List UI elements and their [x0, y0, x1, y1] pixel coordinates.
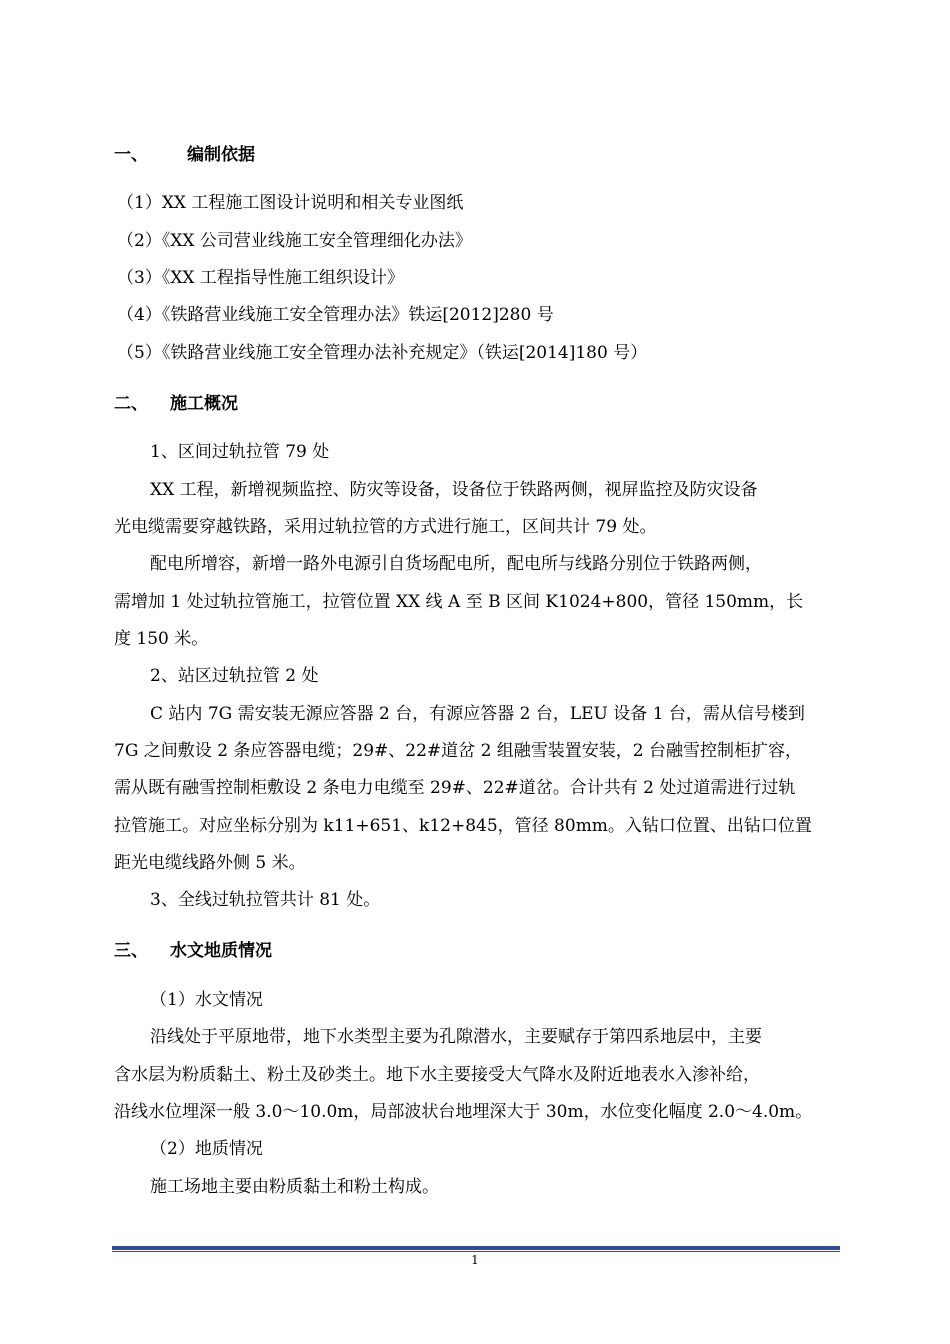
section-title: 施工概况 — [170, 394, 238, 414]
basis-item: （1）XX 工程施工图设计说明和相关专业图纸 — [117, 193, 464, 213]
paragraph-line: 施工场地主要由粉质黏土和粉土构成。 — [150, 1177, 439, 1197]
paragraph-line: 沿线处于平原地带，地下水类型主要为孔隙潜水，主要赋存于第四系地层中，主要 — [150, 1027, 762, 1047]
basis-item: （2）《XX 公司营业线施工安全管理细化办法》 — [117, 231, 472, 251]
subheading: 2、站区过轨拉管 2 处 — [150, 666, 319, 686]
page-number: 1 — [471, 1253, 479, 1267]
subheading: 3、全线过轨拉管共计 81 处。 — [150, 890, 381, 910]
basis-item: （5）《铁路营业线施工安全管理办法补充规定》（铁运[2014]180 号） — [117, 343, 648, 363]
section-title: 编制依据 — [187, 145, 255, 165]
section-heading-2 — [114, 392, 238, 416]
paragraph-line: 拉管施工。对应坐标分别为 k11+651、k12+845，管径 80mm。入钻口位置、出钻口位置 — [114, 816, 812, 836]
basis-item: （3）《XX 工程指导性施工组织设计》 — [117, 268, 404, 288]
subheading: （1）水文情况 — [150, 990, 263, 1010]
section-heading-3 — [114, 939, 272, 963]
subheading: （2）地质情况 — [150, 1139, 263, 1159]
subheading: 1、区间过轨拉管 79 处 — [150, 442, 330, 462]
paragraph-line: 需从既有融雪控制柜敷设 2 条电力电缆至 29#、22#道岔。合计共有 2 处过道需进行过轨 — [114, 778, 796, 798]
section-number: 三、 — [114, 941, 148, 961]
paragraph-line: XX 工程，新增视频监控、防灾等设备，设备位于铁路两侧，视屏监控及防灾设备 — [150, 480, 758, 500]
paragraph-line: 配电所增容，新增一路外电源引自货场配电所，配电所与线路分别位于铁路两侧， — [150, 554, 762, 574]
section-title: 水文地质情况 — [170, 941, 272, 961]
paragraph-line: 距光电缆线路外侧 5 米。 — [114, 853, 306, 873]
paragraph-line: 7G 之间敷设 2 条应答器电缆；29#、22#道岔 2 组融雪装置安装，2 台融雪控制柜扩容， — [114, 741, 803, 761]
section-number: 一、 — [114, 145, 148, 165]
paragraph-line: 含水层为粉质黏土、粉土及砂类土。地下水主要接受大气降水及附近地表水入渗补给， — [114, 1065, 760, 1085]
paragraph-line: 度 150 米。 — [114, 629, 209, 649]
paragraph-line: C 站内 7G 需安装无源应答器 2 台，有源应答器 2 台，LEU 设备 1 台，需从信号楼到 — [150, 704, 805, 724]
paragraph-line: 沿线水位埋深一般 3.0～10.0m，局部波状台地埋深大于 30m，水位变化幅度 2.0～4.0m。 — [114, 1102, 813, 1122]
paragraph-line: 需增加 1 处过轨拉管施工，拉管位置 XX 线 A 至 B 区间 K1024+800，管径 150mm，长 — [114, 592, 804, 612]
paragraph-line: 光电缆需要穿越铁路，采用过轨拉管的方式进行施工，区间共计 79 处。 — [114, 517, 657, 537]
section-heading-1 — [114, 143, 255, 167]
section-number: 二、 — [114, 394, 148, 414]
basis-item: （4）《铁路营业线施工安全管理办法》铁运[2012]280 号 — [117, 305, 554, 325]
